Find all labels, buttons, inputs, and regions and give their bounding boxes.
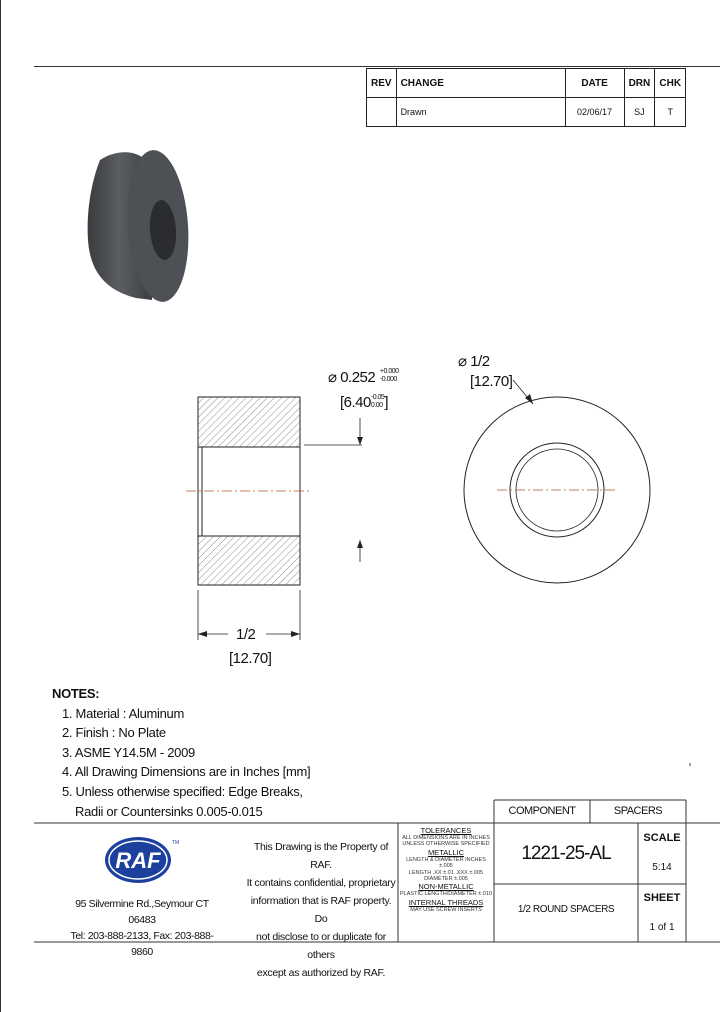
sheet-label: SHEET	[643, 892, 681, 904]
bore-tol-upper: +0.000	[379, 368, 399, 375]
address-line: 95 Silvermine Rd.,Seymour CT 06483	[75, 898, 209, 926]
svg-text:TM: TM	[172, 840, 180, 846]
chk-cell: T	[655, 98, 686, 127]
tolerance-line: MAY USE SCREW INSERTS	[410, 906, 482, 913]
proprietary-notice	[246, 838, 396, 982]
part-number: 1221-25-AL	[521, 843, 611, 864]
proprietary-line: This Drawing is the Property of RAF.	[253, 841, 389, 871]
component-label: COMPONENT	[508, 805, 576, 817]
bore-dim-text: ⌀ 0.252	[328, 369, 376, 386]
bore-metric-tolerance	[371, 394, 384, 410]
date-header: DATE	[565, 69, 624, 98]
end-view	[464, 380, 650, 583]
drn-cell: SJ	[624, 98, 655, 127]
note-item: 5. Unless otherwise specified: Edge Breaks,	[62, 783, 303, 799]
internal-threads-heading: INTERNAL THREADS	[408, 897, 484, 907]
spacer-3d-view	[88, 148, 194, 304]
od-metric-dimension: [12.70]	[470, 373, 513, 390]
metallic-heading: METALLIC	[427, 847, 465, 857]
scale-value: 5:14	[652, 862, 672, 873]
tolerances-heading: TOLERANCES	[420, 826, 472, 835]
drn-header: DRN	[624, 69, 655, 98]
length-dimension: 1/2	[236, 626, 256, 643]
length-metric-dimension: [12.70]	[229, 650, 272, 667]
chk-header: CHK	[655, 69, 686, 98]
section-view	[186, 397, 363, 640]
raf-logo-text: RAF	[115, 848, 161, 873]
note-item: 4. All Drawing Dimensions are in Inches [mm]	[62, 764, 311, 780]
tolerances-block	[400, 826, 492, 913]
od-dimension: ⌀ 1/2	[458, 353, 490, 370]
raf-logo	[104, 836, 180, 886]
note-item: 1. Material : Aluminum	[62, 705, 185, 721]
note-item: 2. Finish : No Plate	[62, 725, 166, 741]
change-cell: Drawn	[396, 98, 565, 127]
bore-metric-value: [6.40	[340, 394, 371, 411]
component-value: SPACERS	[613, 805, 663, 817]
proprietary-line: not disclose to or duplicate for others	[256, 931, 386, 961]
bore-dimension	[328, 368, 399, 386]
scale-label: SCALE	[643, 832, 681, 844]
tolerance-line: LENGTH .XX ±.01 .XXX ±.005	[408, 869, 484, 876]
tolerance-line: UNLESS OTHERWISE SPECIFIED	[402, 841, 490, 848]
date-cell: 02/06/17	[565, 98, 624, 127]
bore-metric-dimension	[340, 394, 388, 411]
bore-metric-close: ]	[384, 394, 389, 411]
note-item: 3. ASME Y14.5M - 2009	[62, 744, 195, 760]
bore-metric-tol-upper: -0.05	[370, 394, 385, 401]
proprietary-line: It contains confidential, proprietary	[246, 877, 396, 889]
bore-metric-tol-lower: 0.00	[370, 402, 383, 409]
bore-tol-lower: -0.000	[379, 376, 397, 383]
sheet-value: 1 of 1	[649, 922, 675, 933]
proprietary-line: except as authorized by RAF.	[256, 967, 386, 979]
notes-title: NOTES:	[52, 686, 100, 701]
non-metallic-heading: NON-METALLIC	[418, 882, 474, 892]
note-item-continuation: Radii or Countersinks 0.005-0.015	[75, 803, 263, 819]
tolerance-line: LENGTH & DIAMETER INCHES ±.005	[406, 856, 486, 870]
phone-fax-line: Tel: 203-888-2133, Fax: 203-888-9860	[70, 930, 214, 958]
tolerance-line: DIAMETER ±.005	[424, 876, 468, 883]
part-description: 1/2 ROUND SPACERS	[517, 904, 615, 915]
tolerance-line: PLASTIC LENGTH/DIAMETER ±.010	[400, 891, 492, 898]
proprietary-line: information that is RAF property. Do	[250, 895, 392, 925]
rev-header: REV	[367, 69, 397, 98]
company-address	[62, 896, 222, 960]
bore-tolerance	[380, 368, 399, 384]
tolerance-line: ALL DIMENSIONS ARE IN INCHES	[402, 835, 490, 841]
change-header: CHANGE	[396, 69, 565, 98]
